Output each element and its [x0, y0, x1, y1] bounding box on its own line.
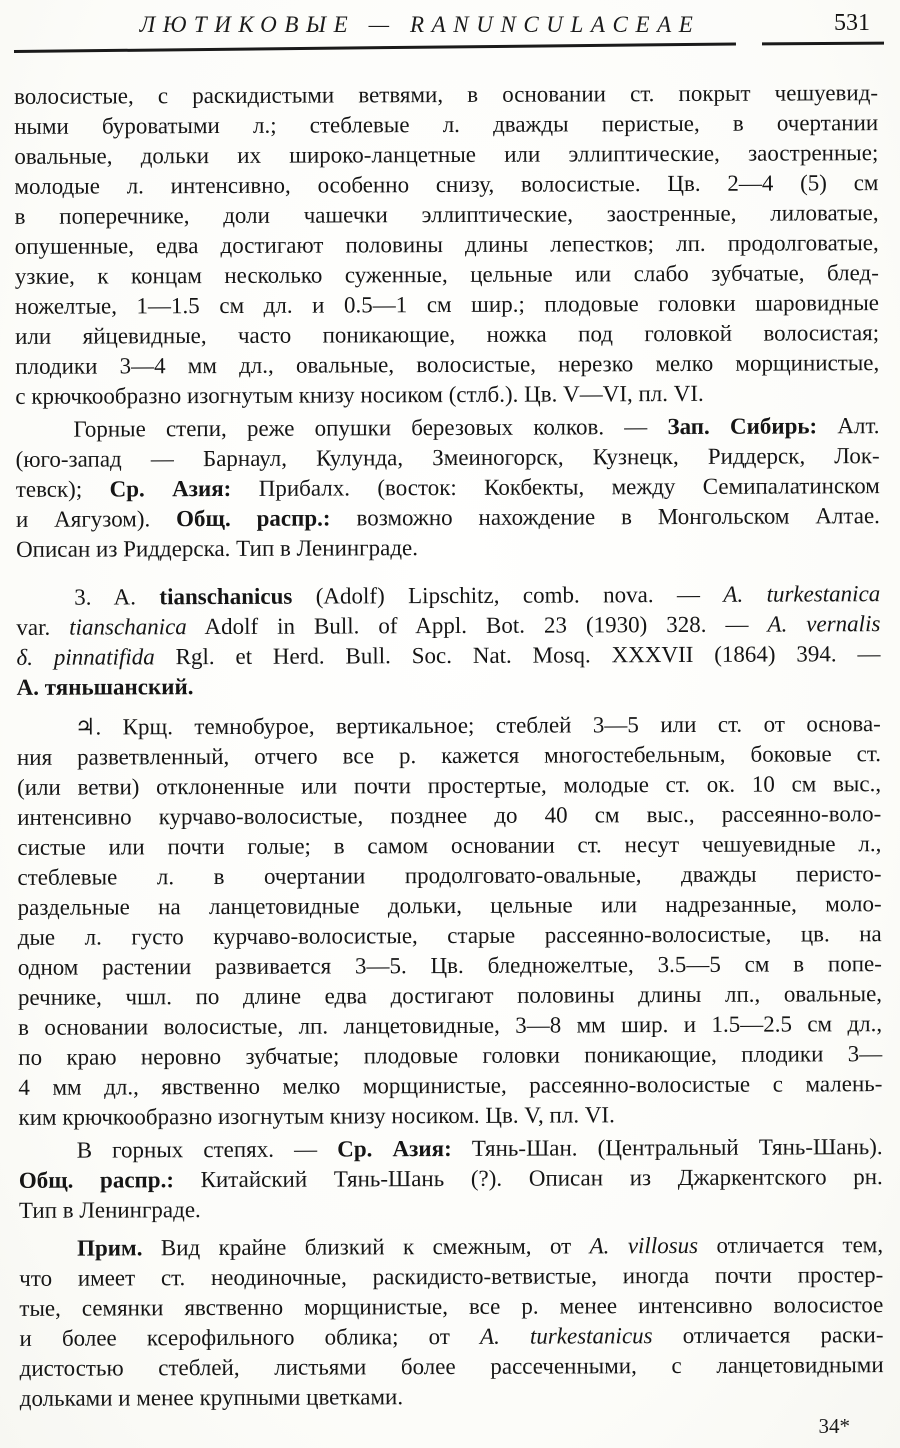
text-line — [19, 1230, 883, 1264]
text-line — [17, 769, 881, 803]
text-line — [16, 609, 880, 643]
paragraph-note — [19, 1230, 884, 1414]
text-run: (или ветви) отклоненные или почти простертые, молодые ст. ок. 10 см выс., — [17, 771, 882, 800]
text-line — [18, 1099, 882, 1133]
text-run: A. vernalis — [767, 611, 881, 637]
text-line — [17, 739, 881, 773]
text-run: Ср. Азия: — [109, 475, 232, 502]
text-line — [18, 979, 882, 1013]
text-run: ким крючкообразно изогнутым книзу носиком. Цв. V, пл. VI. — [18, 1102, 615, 1130]
text-line — [16, 639, 880, 673]
text-run: раздельные на ланцетовидные дольки, цельные или надрезанные, моло- — [17, 891, 882, 920]
text-line — [17, 709, 881, 743]
text-line — [17, 799, 881, 833]
text-line — [16, 501, 880, 535]
text-line — [18, 919, 882, 953]
text-run: узкие, к концам несколько суженные, цельные или слабо зубчатые, блед- — [14, 260, 879, 289]
text-run: дистостью стеблей, листьями более рассеченными, с ланцетовидными — [19, 1352, 884, 1381]
text-run: ния разветвленный, отчего все р. кажется многостебельным, боковые ст. — [16, 741, 881, 770]
text-run: (юго-запад — Барнаул, Кулунда, Змеиногорск, Кузнецк, Риддерск, Лок- — [15, 443, 880, 472]
text-run: возможно нахождение в Монгольском Алтае. — [330, 503, 880, 531]
text-run: дольками и менее крупными цветками. — [19, 1384, 404, 1411]
text-line — [15, 258, 879, 292]
text-line — [14, 78, 878, 112]
text-run: Ср. Азия: — [337, 1135, 452, 1162]
text-run: Прибалх. (восток: Кокбекты, между Семипалатинском — [231, 473, 880, 501]
text-run: молодые л. интенсивно, особенно снизу, волосистые. Цв. 2—4 (5) см — [14, 170, 879, 199]
text-line — [15, 348, 879, 382]
text-run: отличается тем, — [698, 1232, 884, 1258]
text-line — [20, 1350, 884, 1384]
text-line — [19, 1260, 883, 1294]
text-run: Вид крайне близкий к смежным, от — [142, 1233, 590, 1261]
text-line — [18, 949, 882, 983]
text-line — [15, 318, 879, 352]
text-run: стеблевые л. в очертании продолговато-овальные, дважды перисто- — [17, 861, 882, 890]
text-run: δ. — [16, 644, 54, 670]
text-line — [15, 198, 879, 232]
paragraph-distribution — [15, 411, 880, 565]
text-run: Горные степи, реже опушки березовых колков. — — [73, 414, 668, 442]
text-run: Китайский Тянь-Шань (?). Описан из Джаркентского рн. — [173, 1164, 883, 1193]
text-run: A. turkestanica — [723, 581, 881, 607]
text-line — [17, 669, 881, 703]
text-run: отличается раски- — [652, 1322, 884, 1349]
text-run: tianschanicus — [159, 583, 293, 610]
paragraph-continuation — [14, 78, 879, 412]
text-run: (Adolf) Lipschitz, comb. nova. — — [292, 581, 724, 609]
text-run: речнике, чшл. по длине едва достигают половины длины лп., овальные, — [17, 981, 883, 1010]
text-run: и Аягузом). — [15, 506, 177, 532]
text-run: тевск); — [15, 476, 110, 502]
page-number: 531 — [834, 10, 870, 36]
text-line — [14, 168, 878, 202]
text-run: волосистые, с раскидистыми ветвями, в основании ст. покрыт чешуевид- — [14, 80, 879, 109]
text-run: систые или почти голые; в самом основании ст. несут чешуевидные л., — [17, 831, 882, 860]
text-run: овальные, дольки их широко-ланцетные или эллиптические, заостренные; — [14, 140, 879, 169]
text-run: Зап. Сибирь: — [667, 413, 818, 440]
text-run: ♃. Крщ. темнобурое, вертикальное; стеблей 3—5 или ст. от основа- — [74, 711, 881, 740]
paragraph-description — [17, 709, 883, 1133]
text-run: с крючкообразно изогнутым книзу носиком (стлб.). Цв. V—VI, пл. VI. — [15, 380, 704, 409]
text-line — [17, 829, 881, 863]
text-line — [14, 138, 878, 172]
text-run: и более ксерофильного облика; от — [19, 1323, 481, 1351]
text-run: var. — [16, 614, 70, 640]
text-run: А. тяньшанский. — [16, 674, 194, 700]
text-run: 3. A. — [74, 584, 160, 610]
text-run: 4 мм дл., явственно мелко морщинистые, рассеянно-волосистые с малень- — [18, 1071, 883, 1100]
text-line — [18, 1009, 882, 1043]
text-run: одном растении развивается 3—5. Цв. бледножелтые, 3.5—5 см в попе- — [17, 951, 882, 980]
running-title: ЛЮТИКОВЫЕ — RANUNCULACEAE — [139, 12, 701, 37]
text-line — [16, 441, 880, 475]
text-line — [19, 1132, 883, 1166]
paragraph-distribution — [19, 1132, 883, 1226]
header-rule — [14, 42, 736, 53]
text-run: в основании волосистые, лп. ланцетовидные, 3—8 мм шир. и 1.5—2.5 см дл., — [18, 1011, 883, 1040]
text-line — [20, 1380, 884, 1414]
text-run: ножелтые, 1—1.5 см дл. и 0.5—1 см шир.; плодовые головки шаровидные — [14, 290, 880, 319]
text-line — [19, 1290, 883, 1324]
signature-mark: 34* — [818, 1414, 850, 1438]
text-line — [16, 579, 880, 613]
text-run: ными буроватыми л.; стеблевые л. дважды перистые, в очертании — [14, 110, 879, 139]
text-line — [19, 1320, 883, 1354]
text-run: Прим. — [77, 1235, 143, 1261]
page-footer — [819, 1414, 851, 1439]
text-line — [17, 859, 881, 893]
text-run: что имеет ст. неодиночные, раскидисто-ветвистые, иногда почти простер- — [19, 1262, 884, 1291]
header-rule-right-segment — [762, 42, 884, 46]
text-line — [19, 1192, 883, 1226]
text-run: в поперечнике, доли чашечки эллиптические, заостренные, лиловатые, — [14, 200, 879, 229]
text-run: интенсивно курчаво-волосистые, позднее до 40 см выс., рассеянно-воло- — [17, 801, 882, 830]
page-body — [14, 78, 884, 1414]
text-run: В горных степях. — — [76, 1136, 338, 1163]
text-line — [15, 288, 879, 322]
text-run: Общ. распр.: — [18, 1167, 175, 1193]
text-run: тые, семянки явственно морщинистые, все р. менее интенсивно волосистое — [19, 1292, 884, 1321]
text-run: Rgl. et Herd. Bull. Soc. Nat. Mosq. XXXVII (1864) 394. — — [154, 641, 881, 670]
text-run: по краю неровно зубчатые; плодовые головки поникающие, плодики 3— — [18, 1041, 883, 1070]
text-line — [16, 471, 880, 505]
text-line — [15, 378, 879, 412]
text-line — [15, 411, 879, 445]
text-run: Алт. — [817, 413, 880, 439]
text-line — [18, 889, 882, 923]
text-line — [18, 1039, 882, 1073]
text-run: Adolf in Bull. of Appl. Bot. 23 (1930) 328. — — [186, 611, 768, 640]
text-run: опушенные, едва достигают половины длины лепестков; лп. продолговатые, — [14, 230, 879, 259]
text-run: или яйцевидные, часто поникающие, ножка под головкой волосистая; — [15, 320, 880, 349]
text-run: дые л. густо курчаво-волосистые, старые рассеянно-волосистые, цв. на — [17, 921, 882, 950]
text-run: A. villosus — [589, 1232, 699, 1259]
text-run: pinnatifida — [53, 644, 155, 670]
text-run: tianschanica — [69, 614, 187, 640]
text-run: Тянь-Шан. (Центральный Тянь-Шань). — [451, 1134, 883, 1161]
text-run: Тип в Ленинграде. — [18, 1197, 201, 1223]
text-line — [15, 228, 879, 262]
text-line — [16, 531, 880, 565]
text-run: Общ. распр.: — [176, 505, 331, 532]
text-line — [14, 108, 878, 142]
text-line — [19, 1162, 883, 1196]
text-run: плодики 3—4 мм дл., овальные, волосистые, нерезко мелко морщинистые, — [15, 350, 880, 379]
text-run: A. turkestanicus — [479, 1323, 653, 1349]
paragraph-species-heading — [16, 579, 881, 703]
text-run: Описан из Риддерска. Тип в Ленинграде. — [15, 535, 419, 562]
text-line — [18, 1069, 882, 1103]
